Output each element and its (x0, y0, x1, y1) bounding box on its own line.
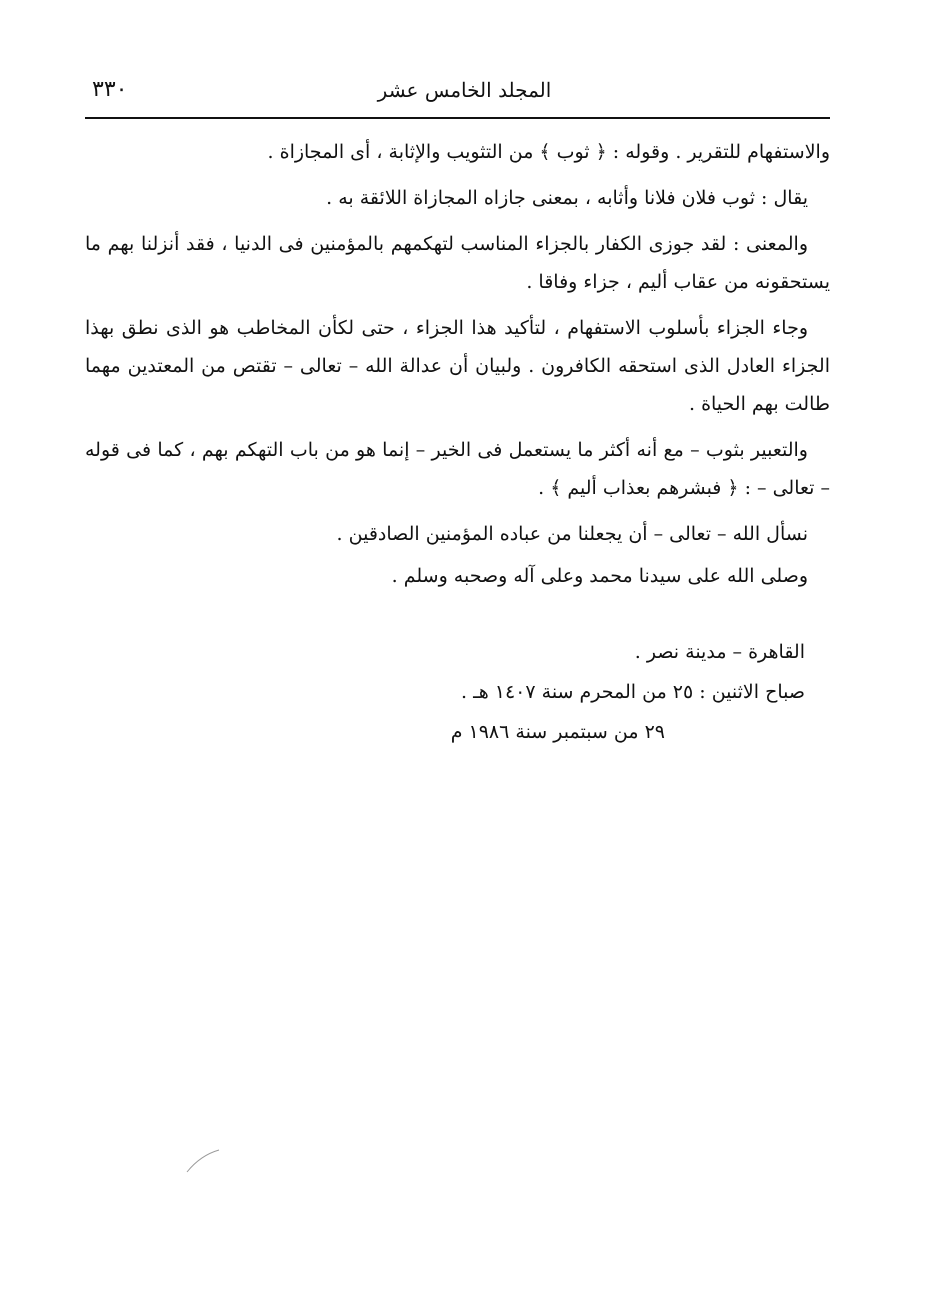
paragraph-salutation: وصلى الله على سيدنا محمد وعلى آله وصحبه وسلم . (391, 565, 808, 587)
volume-title: المجلد الخامس عشر (377, 78, 552, 102)
paragraph-prayer: نسأل الله – تعالى – أن يجعلنا من عباده المؤمنين الصادقين . (336, 523, 808, 545)
body-text (85, 133, 830, 599)
paragraph-meaning: والمعنى : لقد جوزى الكفار بالجزاء المناسب لتهكمهم بالمؤمنين فى الدنيا ، فقد أنزلنا بهم ما يستحقونه من عقاب أليم ، جزاء وفاقا . (85, 233, 830, 293)
paragraph-irony: والتعبير بثوب – مع أنه أكثر ما يستعمل فى الخير – إنما هو من باب التهكم بهم ، كما فى قوله – تعالى – : ﴿ فبشرهم بعذاب أليم ﴾ . (85, 439, 830, 499)
pencil-mark (185, 1148, 221, 1174)
signoff-place: القاهرة – مدينة نصر . (634, 641, 805, 663)
page-number: ٣٣٠ (92, 77, 128, 102)
signoff-hijri-date: صباح الاثنين : ٢٥ من المحرم سنة ١٤٠٧ هـ . (461, 681, 805, 703)
header-rule (85, 117, 830, 119)
paragraph-interrogative: والاستفهام للتقرير . وقوله : ﴿ ثوب ﴾ من التثويب والإثابة ، أى المجازاة . (267, 141, 830, 163)
signoff-gregorian-date: ٢٩ من سبتمبر سنة ١٩٨٦ م (450, 721, 665, 743)
signoff-block (85, 632, 805, 752)
paragraph-emphasis: وجاء الجزاء بأسلوب الاستفهام ، لتأكيد هذا الجزاء ، حتى لكأن المخاطب هو الذى نطق بهذا الجزاء العادل الذى استحقه الكافرون . ولبيان أن عدالة الله – تعالى – تقتص من المعتدين مهما طالت بهم الحياة . (85, 317, 830, 415)
paragraph-definition: يقال : ثوب فلان فلانا وأثابه ، بمعنى جازاه المجازاة اللائقة به . (326, 187, 808, 209)
running-header (0, 76, 929, 106)
